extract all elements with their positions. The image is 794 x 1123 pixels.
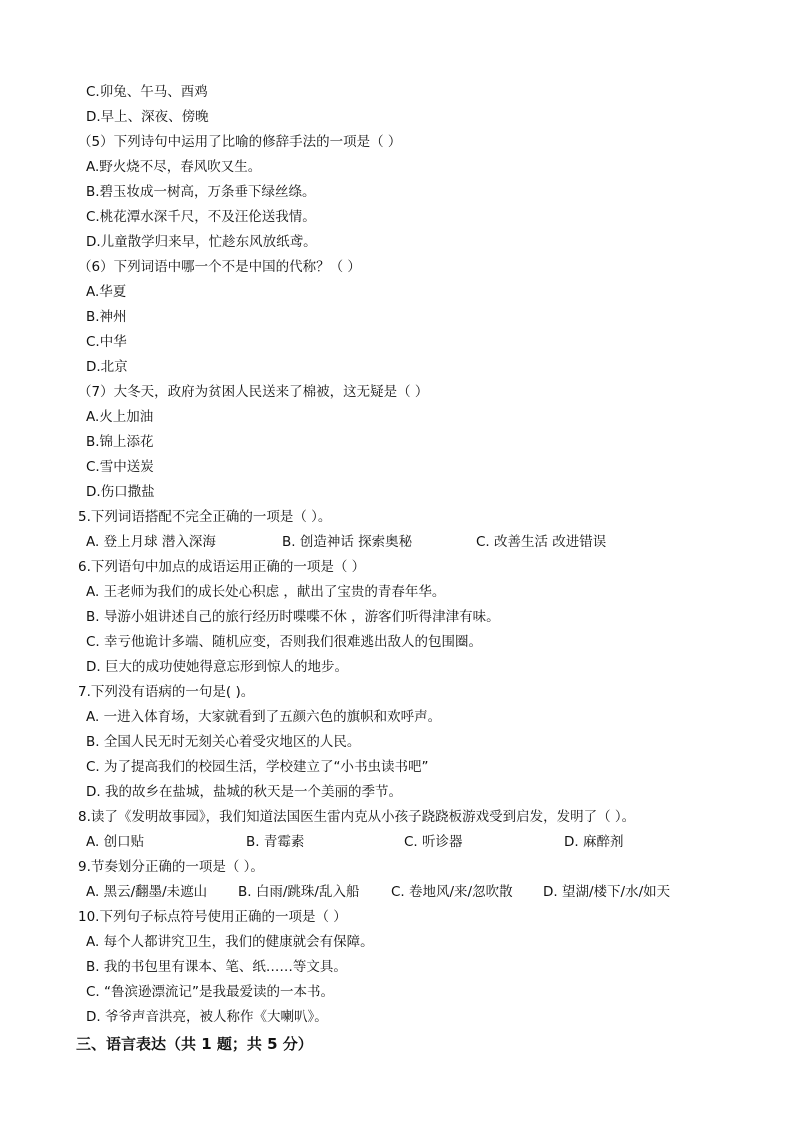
sub-question-stem: （6）下列词语中哪一个不是中国的代称？（ ） (78, 259, 361, 275)
option-line: D. 爷爷声音洪亮，被人称作《大喇叭》。 (86, 1009, 328, 1025)
option-line: C. “鲁滨逊漂流记”是我最爱读的一本书。 (86, 984, 334, 1000)
option-line: D.早上、深夜、傍晚 (86, 109, 209, 125)
option-line: A. 一进入体育场，大家就看到了五颜六色的旗帜和欢呼声。 (86, 709, 442, 725)
sub-question-stem: （5）下列诗句中运用了比喻的修辞手法的一项是（ ） (78, 134, 402, 150)
question-stem: 5.下列词语搭配不完全正确的一项是（ ）。 (78, 509, 332, 525)
option-line: C. 为了提高我们的校园生活，学校建立了“小书虫读书吧” (86, 759, 429, 775)
option-row (0, 830, 794, 855)
option-line: A.华夏 (86, 284, 127, 300)
option-line: D.北京 (86, 359, 128, 375)
option-line: A.野火烧不尽，春风吹又生。 (86, 159, 262, 175)
option-item: A. 登上月球 潜入深海 (86, 534, 216, 550)
option-line: B. 我的书包里有课本、笔、纸……等文具。 (86, 959, 347, 975)
option-row (0, 530, 794, 555)
option-item: A. 创口贴 (86, 834, 145, 850)
option-line: C.卯兔、午马、酉鸡 (86, 84, 208, 100)
option-item: C. 卷地风/来/忽吹散 (391, 884, 513, 900)
sub-question-stem: （7）大冬天，政府为贫困人民送来了棉被，这无疑是（ ） (78, 384, 429, 400)
option-line: C.桃花潭水深千尺，不及汪伦送我情。 (86, 209, 316, 225)
option-item: C. 听诊器 (404, 834, 463, 850)
option-line: D. 巨大的成功使她得意忘形到惊人的地步。 (86, 659, 348, 675)
question-stem: 9.节奏划分正确的一项是（ ）。 (78, 859, 264, 875)
option-line: A. 王老师为我们的成长处心积虑 ，献出了宝贵的青春年华。 (86, 584, 446, 600)
option-line: B.碧玉妆成一树高，万条垂下绿丝绦。 (86, 184, 316, 200)
document-body (0, 80, 794, 1058)
option-item: B. 白雨/跳珠/乱入船 (238, 884, 360, 900)
option-line: C. 幸亏他诡计多端、随机应变，否则我们很难逃出敌人的包围圈。 (86, 634, 483, 650)
option-line: D. 我的故乡在盐城，盐城的秋天是一个美丽的季节。 (86, 784, 402, 800)
option-item: C. 改善生活 改进错误 (476, 534, 607, 550)
option-line: A.火上加油 (86, 409, 154, 425)
option-item: A. 黑云/翻墨/未遮山 (86, 884, 208, 900)
option-line: D.伤口撒盐 (86, 484, 155, 500)
option-item: B. 青霉素 (246, 834, 305, 850)
option-item: D. 望湖/楼下/水/如天 (543, 884, 671, 900)
option-line: B. 全国人民无时无刻关心着受灾地区的人民。 (86, 734, 361, 750)
option-item: D. 麻醉剂 (564, 834, 624, 850)
question-stem: 10.下列句子标点符号使用正确的一项是（ ） (78, 909, 347, 925)
section-heading: 三、语言表达（共 1 题；共 5 分） (76, 1035, 313, 1053)
option-line: B.神州 (86, 309, 127, 325)
option-line: C.雪中送炭 (86, 459, 154, 475)
option-line: A. 每个人都讲究卫生，我们的健康就会有保障。 (86, 934, 374, 950)
question-stem: 8.读了《发明故事园》，我们知道法国医生雷内克从小孩子跷跷板游戏受到启发，发明了（ ）。 (78, 809, 636, 825)
option-line: B. 导游小姐讲述自己的旅行经历时喋喋不休 ，游客们听得津津有味。 (86, 609, 500, 625)
question-stem: 7.下列没有语病的一句是( )。 (78, 684, 255, 700)
option-line: B.锦上添花 (86, 434, 154, 450)
question-stem: 6.下列语句中加点的成语运用正确的一项是（ ） (78, 559, 366, 575)
option-row (0, 880, 794, 905)
option-line: D.儿童散学归来早，忙趁东风放纸鸢。 (86, 234, 317, 250)
option-item: B. 创造神话 探索奥秘 (282, 534, 413, 550)
option-line: C.中华 (86, 334, 127, 350)
